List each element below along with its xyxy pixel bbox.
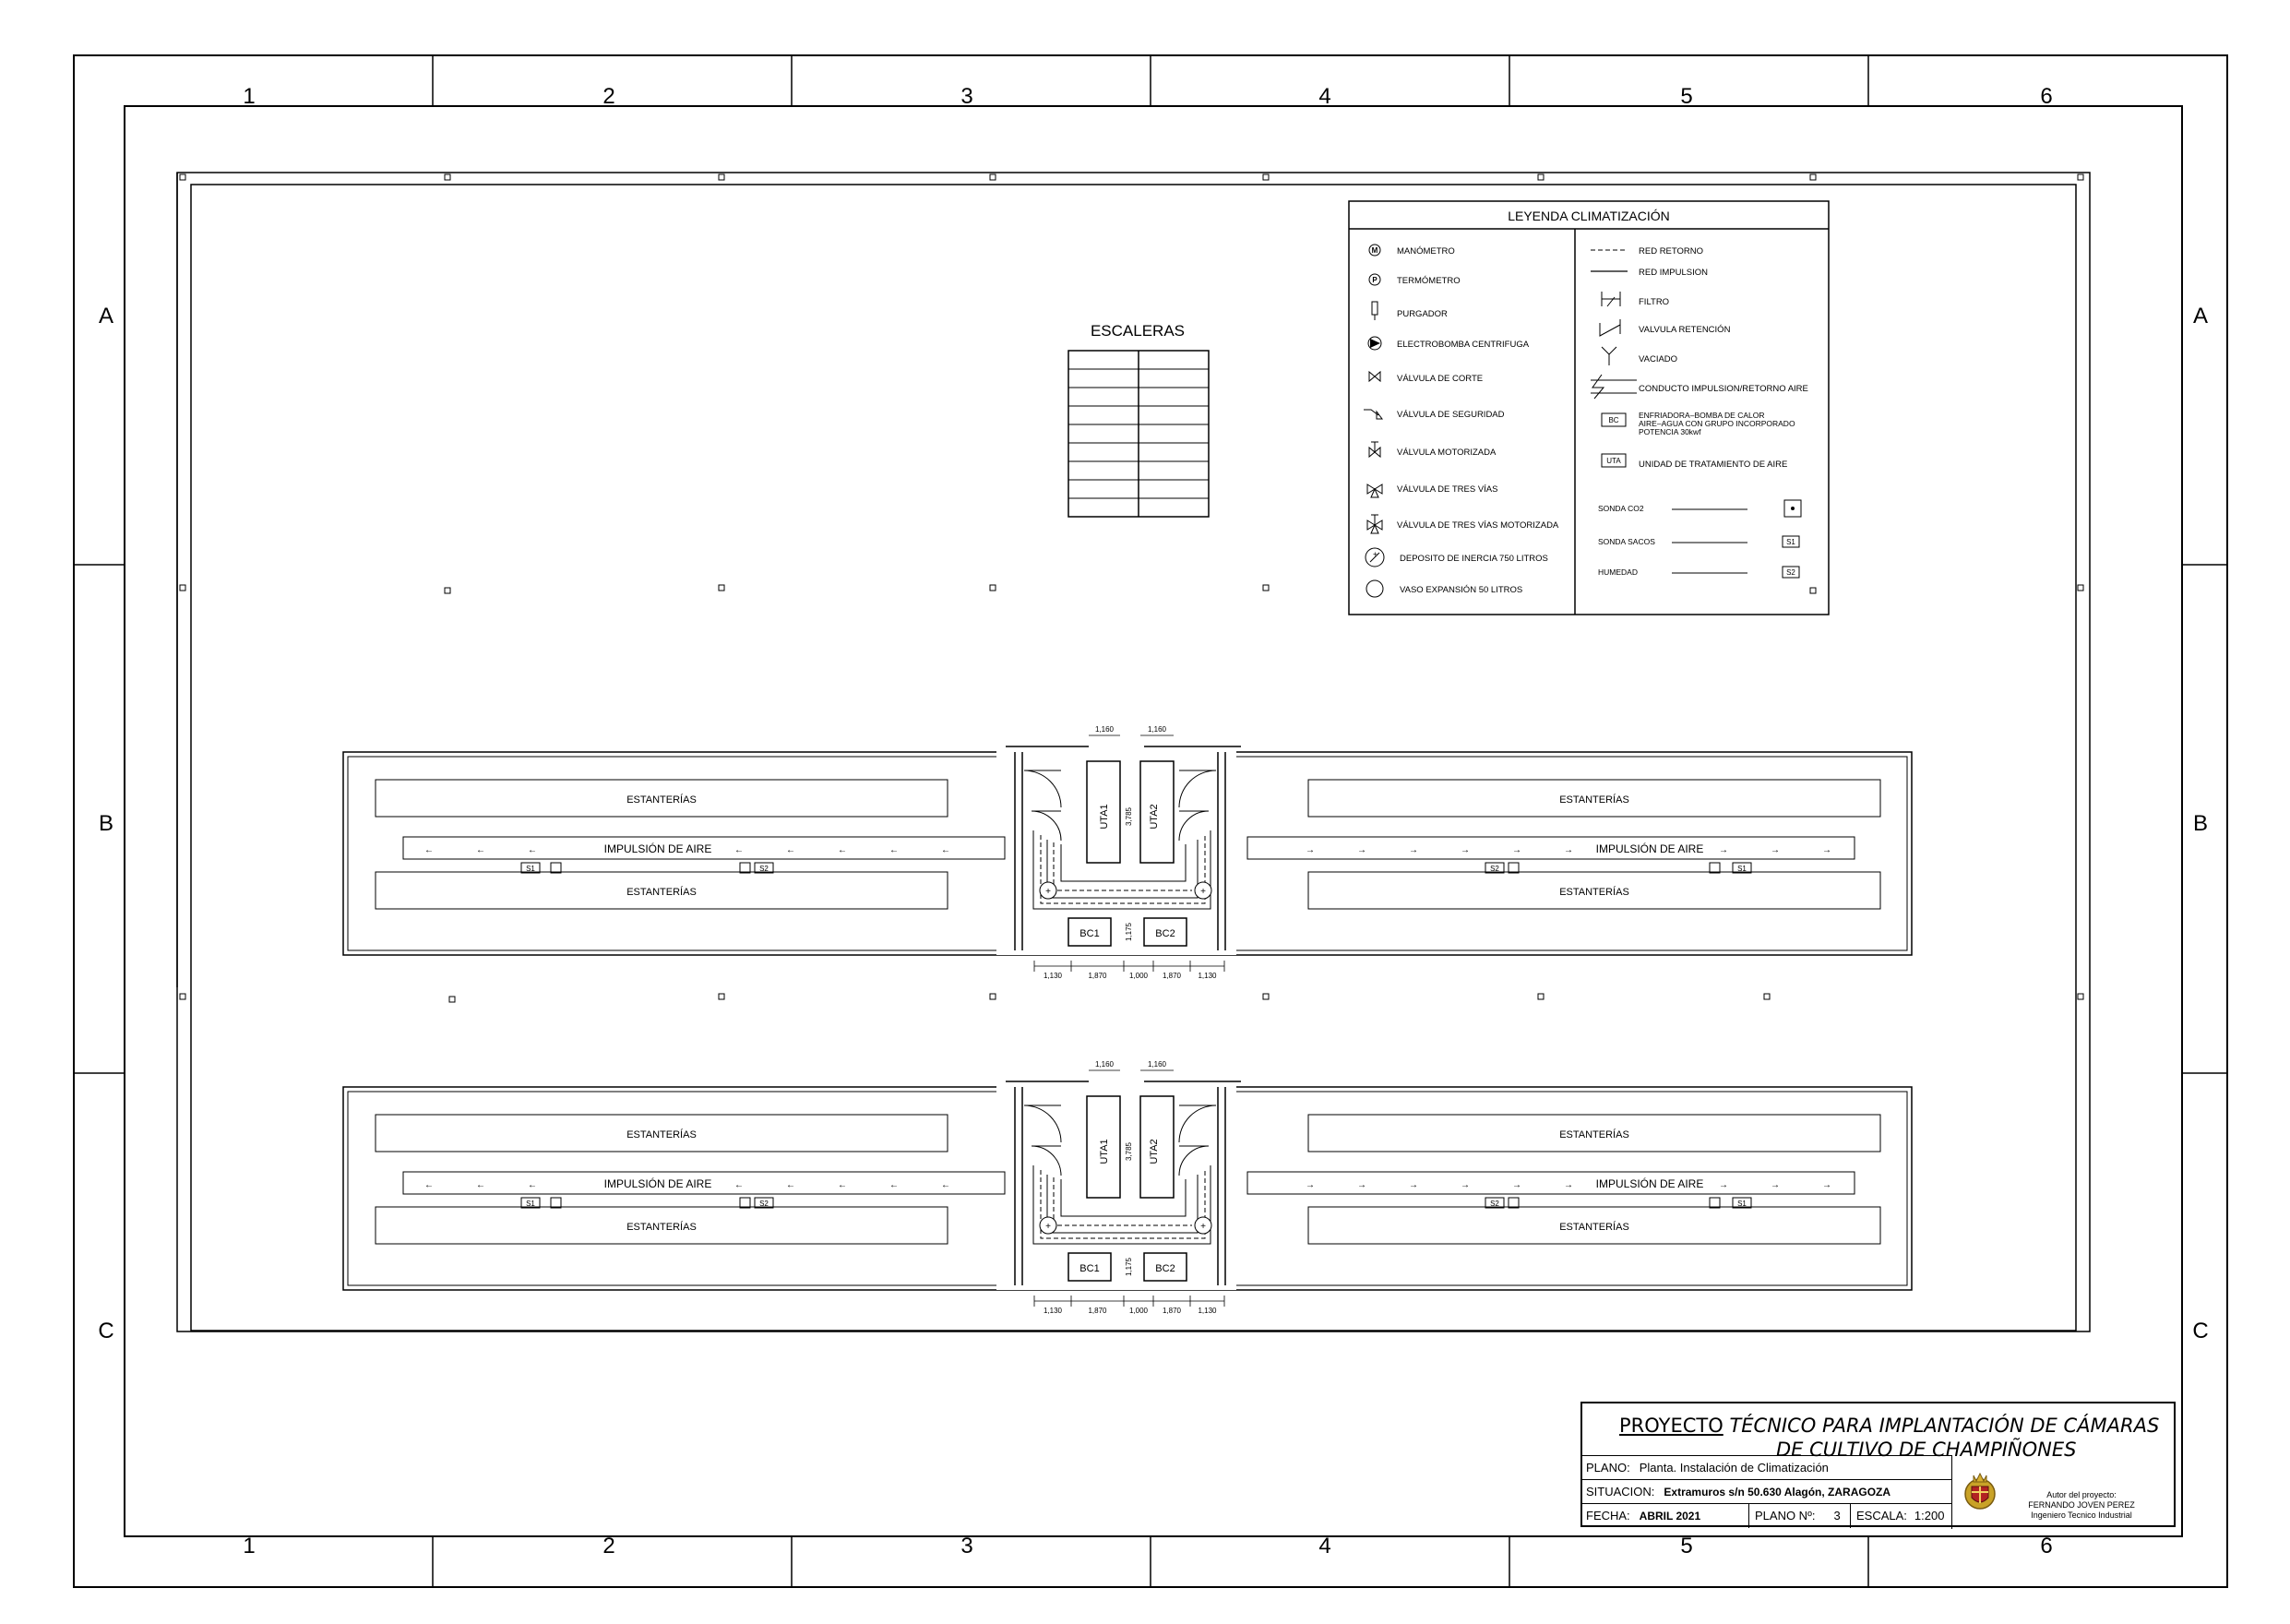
machine-room-fill xyxy=(996,745,1236,955)
sensor-tag-label: S2 xyxy=(759,1200,769,1208)
column-label-bottom: 1 xyxy=(243,1534,256,1558)
column-marker xyxy=(180,174,185,180)
growing-room xyxy=(343,1060,1912,1315)
legend-item-label: CONDUCTO IMPULSION/RETORNO AIRE xyxy=(1639,384,1808,394)
sensor-tag-label: S1 xyxy=(1737,865,1747,873)
column-marker xyxy=(2078,174,2083,180)
legend-item-label: DEPOSITO DE INERCIA 750 LITROS xyxy=(1400,554,1548,564)
duct-icon xyxy=(1591,375,1637,399)
sensor-tag-label: S1 xyxy=(526,865,535,873)
legend-sensor-label: SONDA CO2 xyxy=(1598,504,1644,513)
svg-text:+: + xyxy=(1045,1222,1051,1232)
airflow-arrow: → xyxy=(1719,1180,1728,1190)
sensor-tag-label: S2 xyxy=(759,865,769,873)
legend-item-label: FILTRO xyxy=(1639,297,1670,307)
machine-room-fill xyxy=(996,1080,1236,1290)
expansion-vessel-icon xyxy=(1366,580,1383,597)
three-way-motorized-valve-icon xyxy=(1367,515,1382,533)
co2-sensor-icon xyxy=(1710,1198,1720,1208)
airflow-arrow: ← xyxy=(476,845,485,855)
legend-item-label: TERMÓMETRO xyxy=(1397,276,1461,286)
shelves-label: ESTANTERÍAS xyxy=(1559,1222,1629,1233)
shelves-label: ESTANTERÍAS xyxy=(626,794,697,806)
check-valve-icon xyxy=(1600,319,1620,336)
row-label-left: C xyxy=(98,1319,114,1343)
project-title-line1: PROYECTO TÉCNICO PARA IMPLANTACIÓN DE CÁMARAS xyxy=(1619,1415,2160,1437)
column-marker xyxy=(1810,174,1816,180)
legend-box xyxy=(1349,201,1829,615)
legend-item-label: VÁLVULA DE TRES VÍAS MOTORIZADA xyxy=(1397,520,1559,531)
column-marker xyxy=(1810,588,1816,593)
svg-text:+: + xyxy=(1373,550,1378,558)
co2-sensor-icon xyxy=(740,1198,750,1208)
airflow-arrow: ← xyxy=(528,845,537,855)
shelves-label: ESTANTERÍAS xyxy=(626,1129,697,1140)
airflow-arrow: → xyxy=(1771,1180,1780,1190)
airflow-arrow: ← xyxy=(941,845,950,855)
legend-sensor-label: HUMEDAD xyxy=(1598,567,1638,577)
shelves-label: ESTANTERÍAS xyxy=(1559,887,1629,898)
airflow-arrow: → xyxy=(1357,1180,1366,1190)
column-label-top: 5 xyxy=(1680,84,1693,109)
airflow-arrow: → xyxy=(1771,845,1780,855)
legend-item-label: AIRE–AGUA CON GRUPO INCORPORADO xyxy=(1639,419,1795,428)
dimension-label: 1,870 xyxy=(1088,972,1107,980)
bc-label: BC1 xyxy=(1079,928,1100,939)
column-label-top: 4 xyxy=(1318,84,1331,109)
bc-label: BC1 xyxy=(1079,1263,1100,1274)
column-marker xyxy=(1263,174,1269,180)
bc-label: BC2 xyxy=(1155,1263,1175,1274)
bc-label: BC2 xyxy=(1155,928,1175,939)
dimension-label: 1,160 xyxy=(1147,725,1167,734)
co2-sensor-icon xyxy=(551,863,561,873)
dimension-label: 1,175 xyxy=(1125,1257,1133,1277)
three-way-valve-icon xyxy=(1367,484,1382,497)
column-label-bottom: 5 xyxy=(1680,1534,1693,1558)
column-label-top: 3 xyxy=(960,84,973,109)
dimension-label: 1,000 xyxy=(1128,1307,1149,1315)
legend-title: LEYENDA CLIMATIZACIÓN xyxy=(1508,209,1670,223)
legend-item-label: VÁLVULA DE TRES VÍAS xyxy=(1397,484,1498,495)
column-marker xyxy=(1263,994,1269,999)
column-label-bottom: 4 xyxy=(1318,1534,1331,1558)
supply-duct-right xyxy=(1247,1172,1855,1194)
legend-item-label: ELECTROBOMBA CENTRIFUGA xyxy=(1397,340,1530,350)
sensor-tag-label: S1 xyxy=(526,1200,535,1208)
situacion-row: SITUACION: Extramuros s/n 50.630 Alagón, ZARAGOZA xyxy=(1582,1479,1951,1503)
dimension-label: 1,130 xyxy=(1043,972,1063,980)
thermometer-icon xyxy=(1369,274,1380,285)
uta-label: UTA1 xyxy=(1099,1139,1110,1164)
legend-sensor-label: SONDA SACOS xyxy=(1598,537,1655,546)
legend-item-label: RED IMPULSION xyxy=(1639,268,1708,278)
safety-valve-icon xyxy=(1364,410,1382,419)
airflow-arrow: ← xyxy=(889,1180,899,1190)
column-label-bottom: 3 xyxy=(960,1534,973,1558)
sensor-tag-label: S2 xyxy=(1490,865,1499,873)
legend-item-label: VÁLVULA DE CORTE xyxy=(1397,374,1484,384)
svg-text:UTA: UTA xyxy=(1606,457,1621,465)
drain-icon xyxy=(1602,347,1616,365)
dimension-label: 1,870 xyxy=(1162,1307,1182,1315)
column-label-top: 6 xyxy=(2040,84,2053,109)
svg-text:M: M xyxy=(1371,246,1378,255)
uta-label: UTA2 xyxy=(1149,1139,1160,1164)
shelves-label: ESTANTERÍAS xyxy=(1559,794,1629,806)
column-marker xyxy=(2078,994,2083,999)
row-label-left: B xyxy=(98,811,114,836)
dimension-label: 1,160 xyxy=(1094,1060,1115,1069)
column-marker xyxy=(1263,585,1269,591)
co2-sensor-dot xyxy=(1791,507,1795,510)
airflow-arrow: → xyxy=(1564,845,1573,855)
airflow-arrow: → xyxy=(1409,845,1418,855)
legend-item-label: MANÓMETRO xyxy=(1397,246,1455,257)
column-marker xyxy=(719,174,724,180)
legend-item-label: VACIADO xyxy=(1639,354,1678,364)
legend-item-label: ENFRIADORA–BOMBA DE CALOR xyxy=(1639,411,1765,420)
sensor-tag-label: S1 xyxy=(1786,538,1795,546)
sensor-tag-label: S2 xyxy=(1786,568,1795,577)
growing-room xyxy=(343,725,1912,980)
escala-cell: ESCALA: 1:200 xyxy=(1850,1504,1951,1528)
supply-duct-right xyxy=(1247,837,1855,859)
airflow-arrow: → xyxy=(1822,845,1831,855)
shelves-label: ESTANTERÍAS xyxy=(626,1222,697,1233)
filter-icon xyxy=(1602,292,1620,306)
legend-item-label: VALVULA RETENCIÓN xyxy=(1639,325,1731,335)
stairs-title: ESCALERAS xyxy=(1090,322,1186,340)
airflow-arrow: → xyxy=(1512,1180,1521,1190)
co2-sensor-icon xyxy=(740,863,750,873)
duct-label: IMPULSIÓN DE AIRE xyxy=(1595,842,1704,855)
fecha-row: FECHA: ABRIL 2021 PLANO Nº: 3 ESCALA: 1:200 xyxy=(1582,1503,1951,1527)
airflow-arrow: ← xyxy=(734,1180,744,1190)
airflow-arrow: ← xyxy=(786,1180,795,1190)
airflow-arrow: ← xyxy=(424,845,434,855)
dimension-label: 1,000 xyxy=(1128,972,1149,980)
column-marker xyxy=(719,994,724,999)
column-marker xyxy=(719,585,724,591)
shelves-label: ESTANTERÍAS xyxy=(626,887,697,898)
sensor-tag-label: S1 xyxy=(1737,1200,1747,1208)
centrifugal-pump-icon xyxy=(1368,337,1381,350)
column-marker xyxy=(180,994,185,999)
column-marker xyxy=(445,588,450,593)
airflow-arrow: ← xyxy=(838,1180,847,1190)
buffer-tank-icon xyxy=(1366,548,1384,567)
airflow-arrow: ← xyxy=(786,845,795,855)
airflow-arrow: ← xyxy=(528,1180,537,1190)
purger-icon xyxy=(1372,302,1378,320)
row-label-right: C xyxy=(2192,1319,2209,1343)
duct-label: IMPULSIÓN DE AIRE xyxy=(603,1177,712,1190)
row-label-right: B xyxy=(2192,811,2209,836)
uta-label: UTA1 xyxy=(1099,804,1110,830)
dimension-label: 1,130 xyxy=(1198,972,1217,980)
dimension-label: 1,870 xyxy=(1162,972,1182,980)
column-marker xyxy=(990,994,996,999)
airflow-arrow: → xyxy=(1306,1180,1315,1190)
airflow-arrow: ← xyxy=(734,845,744,855)
college-seal-icon xyxy=(1959,1470,2001,1512)
airflow-arrow: ← xyxy=(889,845,899,855)
dimension-label: 1,130 xyxy=(1198,1307,1217,1315)
column-label-top: 1 xyxy=(243,84,256,109)
airflow-arrow: → xyxy=(1512,845,1521,855)
uta-label: UTA2 xyxy=(1149,804,1160,830)
legend-item-label: VASO EXPANSIÓN 50 LITROS xyxy=(1400,585,1523,595)
legend-item-label: UNIDAD DE TRATAMIENTO DE AIRE xyxy=(1639,460,1788,470)
plano-row: PLANO: Planta. Instalación de Climatización xyxy=(1582,1455,1951,1479)
legend-item-label: PURGADOR xyxy=(1397,309,1448,319)
legend-item-label: VÁLVULA DE SEGURIDAD xyxy=(1397,410,1505,420)
airflow-arrow: ← xyxy=(838,845,847,855)
dimension-label: 1,160 xyxy=(1094,725,1115,734)
column-marker xyxy=(990,174,996,180)
title-block xyxy=(1580,1402,2176,1527)
column-marker xyxy=(449,997,455,1002)
row-label-left: A xyxy=(98,304,114,328)
legend-item-label: POTENCIA 30kwf xyxy=(1639,427,1701,436)
co2-sensor-icon xyxy=(1509,863,1519,873)
uta-box-icon xyxy=(1602,454,1626,467)
airflow-arrow: ← xyxy=(476,1180,485,1190)
column-label-bottom: 6 xyxy=(2040,1534,2053,1558)
plano-number-cell: PLANO Nº: 3 xyxy=(1748,1504,1850,1528)
airflow-arrow: → xyxy=(1461,845,1470,855)
airflow-arrow: → xyxy=(1719,845,1728,855)
airflow-arrow: → xyxy=(1461,1180,1470,1190)
column-marker xyxy=(990,585,996,591)
legend-item-label: RED RETORNO xyxy=(1639,246,1704,257)
co2-sensor-icon xyxy=(1710,863,1720,873)
dimension-label: 3,785 xyxy=(1125,1141,1133,1162)
column-label-bottom: 2 xyxy=(602,1534,615,1558)
svg-text:+: + xyxy=(1200,887,1206,897)
dimension-label: 1,870 xyxy=(1088,1307,1107,1315)
motorized-valve-icon xyxy=(1369,442,1380,457)
duct-label: IMPULSIÓN DE AIRE xyxy=(603,842,712,855)
dimension-label: 3,785 xyxy=(1125,806,1133,827)
dimension-label: 1,130 xyxy=(1043,1307,1063,1315)
shelves-label: ESTANTERÍAS xyxy=(1559,1129,1629,1140)
dimension-label: 1,175 xyxy=(1125,922,1133,942)
author-block: Autor del proyecto: FERNANDO JOVEN PEREZ Ingeniero Tecnico Industrial xyxy=(2028,1490,2135,1520)
airflow-arrow: → xyxy=(1409,1180,1418,1190)
column-marker xyxy=(180,585,185,591)
shutoff-valve-icon xyxy=(1369,372,1380,381)
svg-text:+: + xyxy=(1045,887,1051,897)
airflow-arrow: → xyxy=(1357,845,1366,855)
manometer-icon xyxy=(1369,245,1380,256)
co2-sensor-icon xyxy=(551,1198,561,1208)
duct-label: IMPULSIÓN DE AIRE xyxy=(1595,1177,1704,1190)
row-label-right: A xyxy=(2192,304,2209,328)
column-marker xyxy=(1538,994,1544,999)
column-label-top: 2 xyxy=(602,84,615,109)
column-marker xyxy=(445,174,450,180)
airflow-arrow: → xyxy=(1306,845,1315,855)
svg-text:P: P xyxy=(1372,276,1378,284)
svg-text:BC: BC xyxy=(1608,416,1619,424)
dimension-label: 1,160 xyxy=(1147,1060,1167,1069)
co2-sensor-icon xyxy=(1509,1198,1519,1208)
column-marker xyxy=(1538,174,1544,180)
column-marker xyxy=(1764,994,1770,999)
project-title-line2: DE CULTIVO DE CHAMPIÑONES xyxy=(1776,1439,2077,1461)
airflow-arrow: → xyxy=(1564,1180,1573,1190)
airflow-arrow: ← xyxy=(941,1180,950,1190)
bc-box-icon xyxy=(1602,413,1626,426)
airflow-arrow: → xyxy=(1822,1180,1831,1190)
svg-text:+: + xyxy=(1200,1222,1206,1232)
legend-item-label: VÁLVULA MOTORIZADA xyxy=(1397,448,1497,458)
airflow-arrow: ← xyxy=(424,1180,434,1190)
column-marker xyxy=(2078,585,2083,591)
sensor-tag-label: S2 xyxy=(1490,1200,1499,1208)
